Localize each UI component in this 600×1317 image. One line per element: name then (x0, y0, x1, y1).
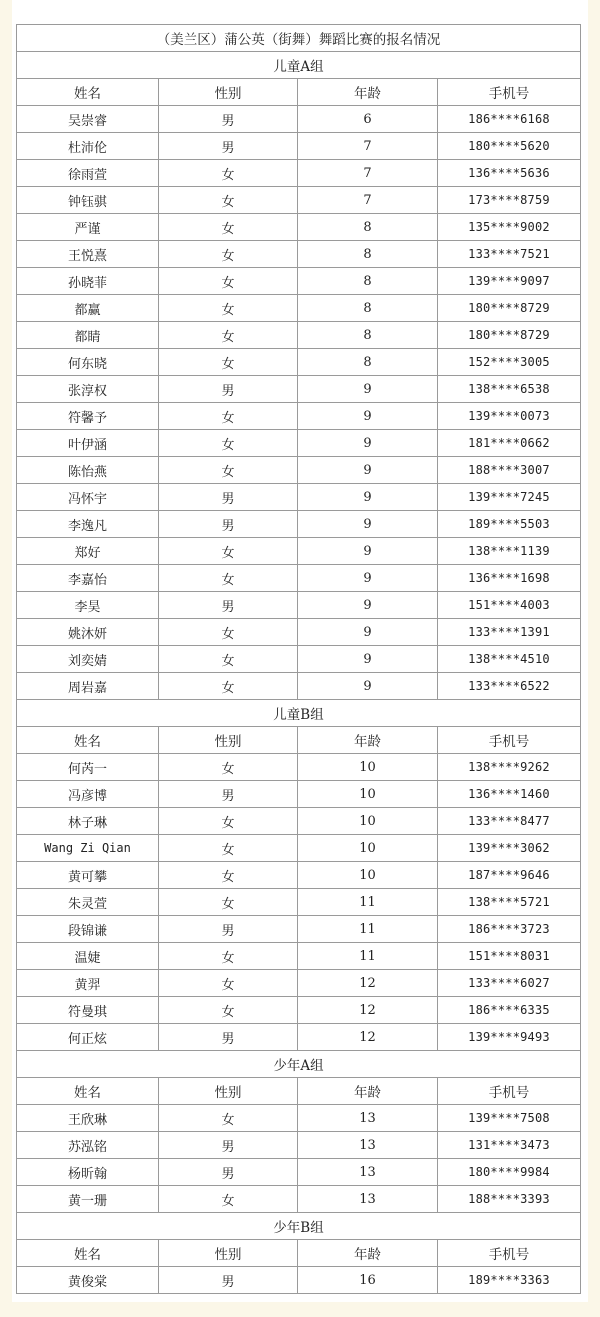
cell-name: 严谨 (17, 214, 159, 241)
cell-gender: 女 (159, 322, 298, 349)
cell-gender: 女 (159, 403, 298, 430)
cell-name: 李逸凡 (17, 511, 159, 538)
cell-phone: 188****3393 (438, 1186, 581, 1213)
cell-phone: 173****8759 (438, 187, 581, 214)
cell-phone: 186****6168 (438, 106, 581, 133)
cell-phone: 133****6027 (438, 970, 581, 997)
table-row (17, 673, 581, 700)
cell-gender: 女 (159, 970, 298, 997)
group-title: 少年A组 (17, 1051, 581, 1078)
cell-name: 都赢 (17, 295, 159, 322)
cell-name: 孙晓菲 (17, 268, 159, 295)
title-row (17, 25, 581, 52)
cell-gender: 女 (159, 646, 298, 673)
cell-name: 冯怀宇 (17, 484, 159, 511)
cell-phone: 180****5620 (438, 133, 581, 160)
cell-name: 冯彦博 (17, 781, 159, 808)
cell-phone: 139****9493 (438, 1024, 581, 1051)
table-row (17, 997, 581, 1024)
cell-gender: 男 (159, 916, 298, 943)
cell-gender: 女 (159, 187, 298, 214)
cell-name: 杨昕翰 (17, 1159, 159, 1186)
cell-name: 王悦熹 (17, 241, 159, 268)
table-row (17, 484, 581, 511)
cell-name: 温婕 (17, 943, 159, 970)
cell-gender: 女 (159, 943, 298, 970)
cell-age: 7 (298, 133, 438, 160)
cell-name: 朱灵萱 (17, 889, 159, 916)
cell-phone: 133****7521 (438, 241, 581, 268)
table-row (17, 430, 581, 457)
cell-name: 徐雨萱 (17, 160, 159, 187)
cell-gender: 女 (159, 808, 298, 835)
cell-phone: 180****8729 (438, 322, 581, 349)
cell-phone: 189****5503 (438, 511, 581, 538)
cell-age: 10 (298, 808, 438, 835)
cell-phone: 186****6335 (438, 997, 581, 1024)
cell-age: 11 (298, 889, 438, 916)
table-row (17, 889, 581, 916)
table-row (17, 943, 581, 970)
table-row (17, 916, 581, 943)
cell-name: 苏泓铭 (17, 1132, 159, 1159)
cell-name: 王欣琳 (17, 1105, 159, 1132)
cell-name: 何正炫 (17, 1024, 159, 1051)
cell-name: 李昊 (17, 592, 159, 619)
cell-age: 9 (298, 565, 438, 592)
column-header-gender: 性别 (159, 727, 298, 754)
header-row (17, 1240, 581, 1267)
cell-age: 9 (298, 376, 438, 403)
cell-gender: 女 (159, 889, 298, 916)
table-row (17, 241, 581, 268)
group-row (17, 1051, 581, 1078)
table-row (17, 1105, 581, 1132)
cell-gender: 女 (159, 1186, 298, 1213)
cell-phone: 151****8031 (438, 943, 581, 970)
cell-phone: 186****3723 (438, 916, 581, 943)
cell-age: 9 (298, 538, 438, 565)
cell-name: 何东晓 (17, 349, 159, 376)
cell-name: 符馨予 (17, 403, 159, 430)
cell-name: 钟钰骐 (17, 187, 159, 214)
cell-name: 吴崇睿 (17, 106, 159, 133)
table-row (17, 646, 581, 673)
cell-name: 黄羿 (17, 970, 159, 997)
cell-gender: 男 (159, 484, 298, 511)
cell-phone: 188****3007 (438, 457, 581, 484)
table-row (17, 619, 581, 646)
header-row (17, 79, 581, 106)
cell-phone: 139****7508 (438, 1105, 581, 1132)
table-row (17, 835, 581, 862)
cell-gender: 女 (159, 349, 298, 376)
table-row (17, 160, 581, 187)
cell-gender: 男 (159, 376, 298, 403)
cell-name: 张淳权 (17, 376, 159, 403)
column-header-phone: 手机号 (438, 727, 581, 754)
cell-phone: 189****3363 (438, 1267, 581, 1294)
cell-gender: 男 (159, 1159, 298, 1186)
cell-name: 何芮一 (17, 754, 159, 781)
cell-phone: 138****6538 (438, 376, 581, 403)
cell-gender: 男 (159, 1024, 298, 1051)
cell-age: 9 (298, 403, 438, 430)
group-title: 儿童A组 (17, 52, 581, 79)
cell-gender: 女 (159, 268, 298, 295)
cell-age: 12 (298, 1024, 438, 1051)
cell-name: 李嘉怡 (17, 565, 159, 592)
cell-phone: 180****9984 (438, 1159, 581, 1186)
column-header-phone: 手机号 (438, 79, 581, 106)
table-row (17, 1267, 581, 1294)
cell-gender: 女 (159, 295, 298, 322)
cell-age: 13 (298, 1186, 438, 1213)
cell-name: 黄一珊 (17, 1186, 159, 1213)
cell-gender: 女 (159, 997, 298, 1024)
cell-phone: 136****1460 (438, 781, 581, 808)
cell-gender: 女 (159, 619, 298, 646)
table-row (17, 187, 581, 214)
cell-age: 12 (298, 970, 438, 997)
cell-age: 10 (298, 835, 438, 862)
cell-age: 8 (298, 322, 438, 349)
cell-phone: 152****3005 (438, 349, 581, 376)
cell-phone: 133****6522 (438, 673, 581, 700)
cell-name: 刘奕婧 (17, 646, 159, 673)
cell-age: 10 (298, 862, 438, 889)
table-row (17, 1159, 581, 1186)
column-header-phone: 手机号 (438, 1078, 581, 1105)
cell-age: 9 (298, 592, 438, 619)
cell-name: 叶伊涵 (17, 430, 159, 457)
cell-age: 8 (298, 349, 438, 376)
table-row (17, 106, 581, 133)
cell-gender: 女 (159, 565, 298, 592)
cell-name: 姚沐妍 (17, 619, 159, 646)
cell-age: 16 (298, 1267, 438, 1294)
cell-name: 段锦谦 (17, 916, 159, 943)
column-header-gender: 性别 (159, 1240, 298, 1267)
table-title: （美兰区）蒲公英（街舞）舞蹈比赛的报名情况 (17, 25, 581, 52)
cell-gender: 女 (159, 835, 298, 862)
table-row (17, 1186, 581, 1213)
cell-phone: 151****4003 (438, 592, 581, 619)
cell-gender: 女 (159, 214, 298, 241)
cell-phone: 131****3473 (438, 1132, 581, 1159)
cell-gender: 女 (159, 457, 298, 484)
cell-name: 周岩嘉 (17, 673, 159, 700)
table-row (17, 754, 581, 781)
cell-gender: 女 (159, 241, 298, 268)
cell-name: 林子琳 (17, 808, 159, 835)
cell-gender: 男 (159, 1267, 298, 1294)
table-row (17, 862, 581, 889)
column-header-name: 姓名 (17, 1078, 159, 1105)
cell-age: 8 (298, 268, 438, 295)
column-header-age: 年龄 (298, 727, 438, 754)
column-header-name: 姓名 (17, 727, 159, 754)
cell-gender: 男 (159, 781, 298, 808)
table-row (17, 538, 581, 565)
cell-gender: 女 (159, 160, 298, 187)
cell-gender: 男 (159, 106, 298, 133)
cell-phone: 133****1391 (438, 619, 581, 646)
column-header-gender: 性别 (159, 1078, 298, 1105)
cell-age: 9 (298, 619, 438, 646)
cell-name: Wang Zi Qian (17, 835, 159, 862)
cell-age: 9 (298, 511, 438, 538)
table-row (17, 322, 581, 349)
cell-age: 9 (298, 484, 438, 511)
column-header-name: 姓名 (17, 1240, 159, 1267)
cell-phone: 139****9097 (438, 268, 581, 295)
cell-age: 13 (298, 1132, 438, 1159)
cell-gender: 男 (159, 133, 298, 160)
table-row (17, 457, 581, 484)
cell-age: 7 (298, 160, 438, 187)
table-row (17, 808, 581, 835)
cell-gender: 男 (159, 511, 298, 538)
cell-name: 郑好 (17, 538, 159, 565)
cell-name: 杜沛伦 (17, 133, 159, 160)
cell-phone: 138****4510 (438, 646, 581, 673)
table-row (17, 1024, 581, 1051)
cell-age: 12 (298, 997, 438, 1024)
table-row (17, 295, 581, 322)
cell-phone: 133****8477 (438, 808, 581, 835)
column-header-age: 年龄 (298, 1240, 438, 1267)
cell-phone: 181****0662 (438, 430, 581, 457)
table-row (17, 1132, 581, 1159)
cell-phone: 135****9002 (438, 214, 581, 241)
cell-phone: 180****8729 (438, 295, 581, 322)
cell-phone: 136****5636 (438, 160, 581, 187)
cell-phone: 139****7245 (438, 484, 581, 511)
group-row (17, 52, 581, 79)
table-row (17, 781, 581, 808)
cell-phone: 138****1139 (438, 538, 581, 565)
cell-age: 9 (298, 673, 438, 700)
cell-gender: 女 (159, 754, 298, 781)
column-header-age: 年龄 (298, 79, 438, 106)
group-row (17, 700, 581, 727)
table-row (17, 565, 581, 592)
column-header-age: 年龄 (298, 1078, 438, 1105)
cell-gender: 女 (159, 862, 298, 889)
cell-age: 11 (298, 943, 438, 970)
table-row (17, 133, 581, 160)
column-header-phone: 手机号 (438, 1240, 581, 1267)
cell-age: 6 (298, 106, 438, 133)
cell-age: 8 (298, 295, 438, 322)
cell-phone: 138****5721 (438, 889, 581, 916)
cell-age: 8 (298, 241, 438, 268)
cell-phone: 136****1698 (438, 565, 581, 592)
cell-age: 13 (298, 1159, 438, 1186)
cell-name: 陈怡燕 (17, 457, 159, 484)
group-title: 少年B组 (17, 1213, 581, 1240)
table-row (17, 268, 581, 295)
cell-age: 7 (298, 187, 438, 214)
cell-gender: 女 (159, 538, 298, 565)
table-row (17, 214, 581, 241)
cell-phone: 187****9646 (438, 862, 581, 889)
table-row (17, 511, 581, 538)
registration-table (16, 24, 581, 1294)
cell-name: 都睛 (17, 322, 159, 349)
column-header-name: 姓名 (17, 79, 159, 106)
cell-name: 符曼琪 (17, 997, 159, 1024)
header-row (17, 727, 581, 754)
cell-age: 10 (298, 781, 438, 808)
cell-age: 9 (298, 457, 438, 484)
cell-phone: 139****0073 (438, 403, 581, 430)
cell-age: 11 (298, 916, 438, 943)
group-row (17, 1213, 581, 1240)
cell-gender: 男 (159, 1132, 298, 1159)
table-row (17, 349, 581, 376)
cell-age: 10 (298, 754, 438, 781)
table-row (17, 970, 581, 997)
cell-phone: 139****3062 (438, 835, 581, 862)
group-title: 儿童B组 (17, 700, 581, 727)
cell-gender: 女 (159, 673, 298, 700)
cell-age: 9 (298, 646, 438, 673)
table-row (17, 403, 581, 430)
cell-age: 9 (298, 430, 438, 457)
header-row (17, 1078, 581, 1105)
cell-gender: 女 (159, 1105, 298, 1132)
column-header-gender: 性别 (159, 79, 298, 106)
cell-age: 13 (298, 1105, 438, 1132)
table-row (17, 376, 581, 403)
cell-name: 黄可攀 (17, 862, 159, 889)
cell-gender: 女 (159, 430, 298, 457)
table-row (17, 592, 581, 619)
cell-gender: 男 (159, 592, 298, 619)
cell-age: 8 (298, 214, 438, 241)
cell-phone: 138****9262 (438, 754, 581, 781)
cell-name: 黄俊棠 (17, 1267, 159, 1294)
